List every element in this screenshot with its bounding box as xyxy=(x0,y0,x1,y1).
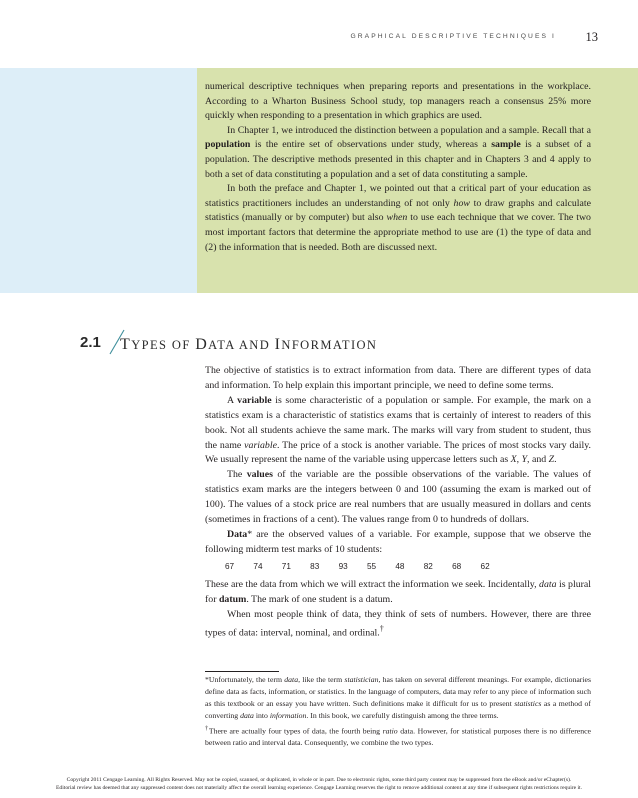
mark-value: 93 xyxy=(338,561,348,571)
panel-paragraph-2: In Chapter 1, we introduced the distinction between a population and a sample. Recall that a population is the entire set of observations under study, whereas a sample is a subset of a population. The descriptive methods presented in this chapter and in Chapters 3 and 4 apply to both a set of data constituting a population and a set of data constituting a sample. xyxy=(205,124,591,180)
body-paragraph-5: These are the data from which we will extract the information we seek. Incidentally, data is plural for datum. The mark of one student is a datum. xyxy=(205,578,591,605)
copyright-line-2: Editorial review has deemed that any suppressed content does not materially affect the overall learning experience. Cengage Learning reserves the right to remove additional content at any time if subsequent rights restrictions require it. xyxy=(56,785,582,792)
body-text xyxy=(205,364,591,642)
term-sample: sample xyxy=(491,139,521,151)
panel-paragraph-3: In both the preface and Chapter 1, we pointed out that a critical part of your education as statistics practitioners includes an understanding of not only how to draw graphs and calculate statistics (manually or by computer) but also when to use each technique that we cover. The two most important factors that determine the appropriate method to use are (1) the type of data and (2) the information that is needed. Both are discussed next. xyxy=(205,183,591,253)
body-paragraph-2: A variable is some characteristic of a population or sample. For example, the mark on a statistics exam is a characteristic of statistics exams that is certainly of interest to readers of this book. Not all students achieve the same mark. The marks will vary from student to student, thus the name variable. The price of a stock is another variable. The prices of most stocks vary daily. We usually represent the name of the variable using uppercase letters such as X, Y, and Z. xyxy=(205,394,592,466)
mark-value: 74 xyxy=(253,561,263,571)
panel-text xyxy=(205,80,591,255)
copyright-line-1: Copyright 2011 Cengage Learning. All Rights Reserved. May not be copied, scanned, or duplicated, in whole or in part. Due to electronic rights, some third party content may be suppressed from the eBook and/or eChapter(s). xyxy=(66,777,572,783)
mark-value: 71 xyxy=(281,561,291,571)
footnote-2: †There are actually four types of data, the fourth being ratio data. However, for statistical purposes there is no difference between ratio and interval data. Consequently, we combine the two types. xyxy=(205,724,591,748)
page-number: 13 xyxy=(585,30,598,44)
mark-value: 48 xyxy=(395,561,405,571)
mark-value: 67 xyxy=(225,561,235,571)
running-head: GRAPHICAL DESCRIPTIVE TECHNIQUES I xyxy=(350,33,556,40)
footnote-rule xyxy=(205,671,279,672)
term-variable: variable xyxy=(237,394,272,406)
mark-value: 83 xyxy=(310,561,320,571)
body-paragraph-6: When most people think of data, they think of sets of numbers. However, there are three types of data: interval, nominal, and ordinal.† xyxy=(205,608,591,639)
mark-value: 82 xyxy=(423,561,433,571)
term-population: population xyxy=(205,139,251,151)
body-paragraph-4: Data* are the observed values of a variable. For example, suppose that we observe the following midterm test marks of 10 students: xyxy=(205,528,591,555)
section-number: 2.1 xyxy=(80,334,101,351)
page-header xyxy=(0,30,638,50)
section-title: TYPES OF DATA AND INFORMATION xyxy=(120,336,378,353)
mark-value: 68 xyxy=(452,561,462,571)
term-datum: datum xyxy=(218,593,247,605)
mark-value: 62 xyxy=(480,561,490,571)
panel-paragraph-1: numerical descriptive techniques when preparing reports and presentations in the workplace. According to a Wharton Business School study, top managers reach a consensus 25% more quickly when responding to a presentation in which graphics are used. xyxy=(205,81,591,122)
section-heading xyxy=(80,334,500,358)
footnote-1: *Unfortunately, the term data, like the term statistician, has taken on several different meanings. For example, dictionaries define data as facts, information, or statistics. In the language of computers, data may refer to any piece of information such as this textbook or an essay you have written. Such definitions make it difficult for us to present statistics as a method of converting data into information. In this book, we carefully distinguish among the three terms. xyxy=(205,675,591,720)
body-paragraph-3: The values of the variable are the possible observations of the variable. The values of statistics exam marks are the integers between 0 and 100 (assuming the exam is marked out of 100). The values of a stock price are real numbers that are usually measured in dollars and cents (sometimes in fractions of a cent). The values range from 0 to hundreds of dollars. xyxy=(205,469,591,526)
copyright-notice xyxy=(4,776,634,792)
term-data: Data xyxy=(227,528,248,540)
blue-margin-band xyxy=(0,68,197,293)
footnotes xyxy=(205,674,591,749)
body-paragraph-1: The objective of statistics is to extract information from data. There are different types of data and information. To help explain this important principle, we need to define some terms. xyxy=(205,365,591,391)
term-values: values xyxy=(246,469,273,481)
mark-value: 55 xyxy=(366,561,377,571)
midterm-marks-row xyxy=(225,560,591,575)
